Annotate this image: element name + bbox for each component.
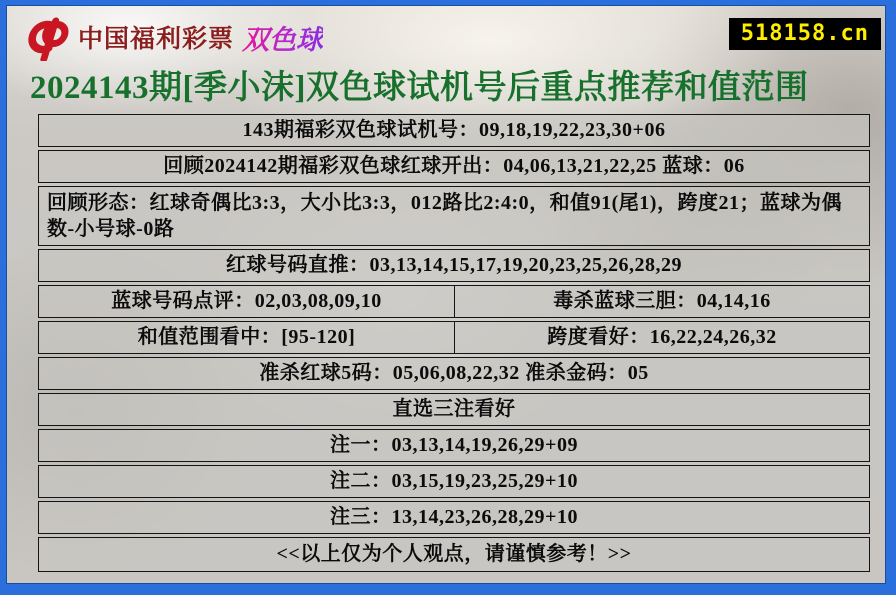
cell-sum-range: 和值范围看中：[95-120] xyxy=(137,326,356,348)
row-kill-red-gold: 准杀红球5码：05,06,08,22,32 准杀金码：05 xyxy=(38,357,870,390)
site-url-badge: 518158.cn xyxy=(729,18,881,50)
row-pick-two: 注二：03,15,19,23,25,29+10 xyxy=(38,465,870,498)
logo-text: 中国福利彩票 xyxy=(78,25,235,53)
cp-lottery-logo-icon xyxy=(20,13,70,61)
row-pick-one: 注一：03,13,14,19,26,29+09 xyxy=(38,429,870,462)
cell-blue-ball-comment: 蓝球号码点评：02,03,08,09,10 xyxy=(111,290,382,312)
cell-span-favored: 跨度看好：16,22,24,26,32 xyxy=(454,322,869,353)
site-header xyxy=(20,13,323,61)
row-disclaimer: <<以上仅为个人观点，请谨慎参考！>> xyxy=(38,537,870,572)
row-pattern-review: 回顾形态：红球奇偶比3:3，大小比3:3，012路比2:4:0，和值91(尾1)，跨度21；蓝球为偶数-小号球-0路 xyxy=(38,186,870,246)
row-test-numbers: 143期福彩双色球试机号：09,18,19,22,23,30+06 xyxy=(38,114,870,147)
cell-blue-ball-kill: 毒杀蓝球三胆：04,14,16 xyxy=(454,286,869,317)
prediction-table xyxy=(38,114,870,572)
row-blue-ball xyxy=(38,285,870,318)
row-last-draw-review: 回顾2024142期福彩双色球红球开出：04,06,13,21,22,25 蓝球：06 xyxy=(38,150,870,183)
row-three-picks-header: 直选三注看好 xyxy=(38,393,870,426)
row-red-ball-push: 红球号码直推：03,13,14,15,17,19,20,23,25,26,28,29 xyxy=(38,249,870,282)
logo-brand: 双色球 xyxy=(242,18,323,57)
row-sum-span xyxy=(38,321,870,354)
row-pick-three: 注三：13,14,23,26,28,29+10 xyxy=(38,501,870,534)
page-title: 2024143期[季小沫]双色球试机号后重点推荐和值范围 xyxy=(30,70,809,106)
